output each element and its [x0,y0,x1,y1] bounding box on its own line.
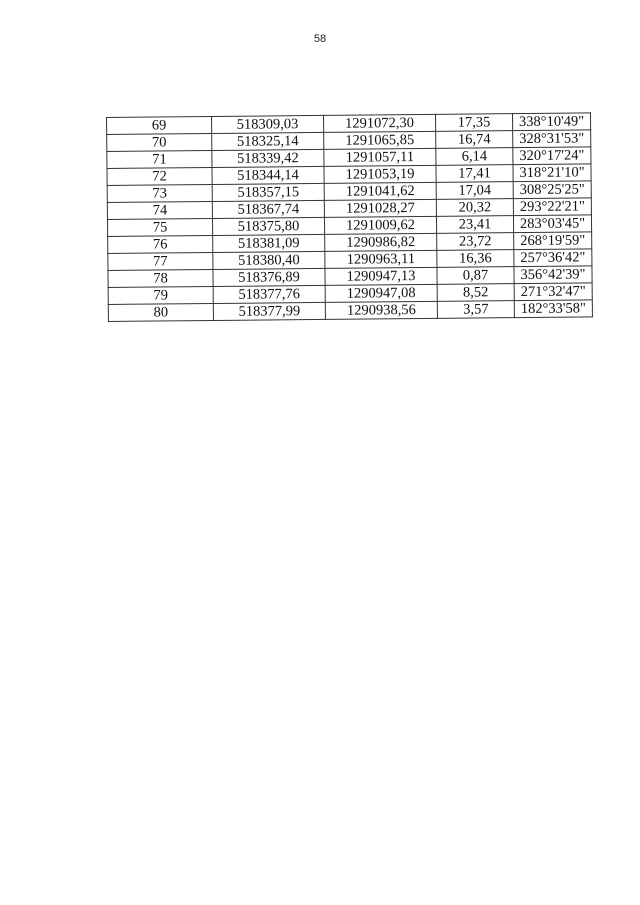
y-coordinate-cell: 1290986,82 [325,233,437,251]
angle-cell: 283°03'45" [513,215,591,233]
angle-cell: 338°10'49" [512,113,590,131]
length-cell: 17,41 [436,165,513,183]
length-cell: 16,36 [437,250,514,268]
point-number-cell: 70 [107,133,212,151]
page-number: 58 [313,33,327,45]
angle-cell: 308°25'25" [513,181,591,199]
x-coordinate-cell: 518377,76 [213,285,325,303]
point-number-cell: 71 [107,150,212,168]
point-number-cell: 72 [107,167,212,185]
y-coordinate-cell: 1290947,08 [325,284,437,302]
x-coordinate-cell: 518380,40 [213,251,325,269]
y-coordinate-cell: 1291009,62 [324,216,436,234]
y-coordinate-cell: 1291041,62 [324,182,436,200]
length-cell: 6,14 [436,148,513,166]
point-number-cell: 74 [107,201,212,219]
x-coordinate-cell: 518339,42 [212,149,324,167]
coordinates-table [106,112,593,322]
length-cell: 17,04 [436,182,513,200]
length-cell: 23,41 [436,216,513,234]
angle-cell: 320°17'24" [513,147,591,165]
y-coordinate-cell: 1291065,85 [324,131,436,149]
length-cell: 16,74 [436,131,513,149]
x-coordinate-cell: 518375,80 [212,217,324,235]
x-coordinate-cell: 518357,15 [212,183,324,201]
point-number-cell: 79 [108,286,213,304]
point-number-cell: 75 [107,218,212,236]
point-number-cell: 76 [108,235,213,253]
length-cell: 23,72 [437,233,514,251]
point-number-cell: 73 [107,184,212,202]
length-cell: 0,87 [437,267,514,285]
point-number-cell: 77 [108,252,213,270]
y-coordinate-cell: 1290947,13 [325,267,437,285]
point-number-cell: 78 [108,269,213,287]
y-coordinate-cell: 1291057,11 [324,148,436,166]
x-coordinate-cell: 518367,74 [212,200,324,218]
y-coordinate-cell: 1290938,56 [325,301,437,319]
point-number-cell: 80 [108,303,213,321]
y-coordinate-cell: 1291053,19 [324,165,436,183]
coordinates-table-body [107,113,593,322]
length-cell: 3,57 [437,301,514,319]
x-coordinate-cell: 518325,14 [212,132,324,150]
angle-cell: 293°22'21" [513,198,591,216]
x-coordinate-cell: 518377,99 [213,302,325,320]
length-cell: 20,32 [436,199,513,217]
angle-cell: 271°32'47" [514,283,592,301]
y-coordinate-cell: 1290963,11 [325,250,437,268]
y-coordinate-cell: 1291028,27 [324,199,436,217]
angle-cell: 318°21'10" [513,164,591,182]
angle-cell: 257°36'42" [514,249,592,267]
x-coordinate-cell: 518344,14 [212,166,324,184]
angle-cell: 268°19'59" [514,232,592,250]
angle-cell: 328°31'53" [513,130,591,148]
angle-cell: 356°42'39" [514,266,592,284]
length-cell: 17,35 [435,114,512,132]
table-row [108,300,592,322]
x-coordinate-cell: 518376,89 [213,268,325,286]
point-number-cell: 69 [107,116,212,134]
x-coordinate-cell: 518381,09 [213,234,325,252]
x-coordinate-cell: 518309,03 [211,115,323,133]
y-coordinate-cell: 1291072,30 [323,114,435,132]
length-cell: 8,52 [437,284,514,302]
angle-cell: 182°33'58" [514,300,592,318]
